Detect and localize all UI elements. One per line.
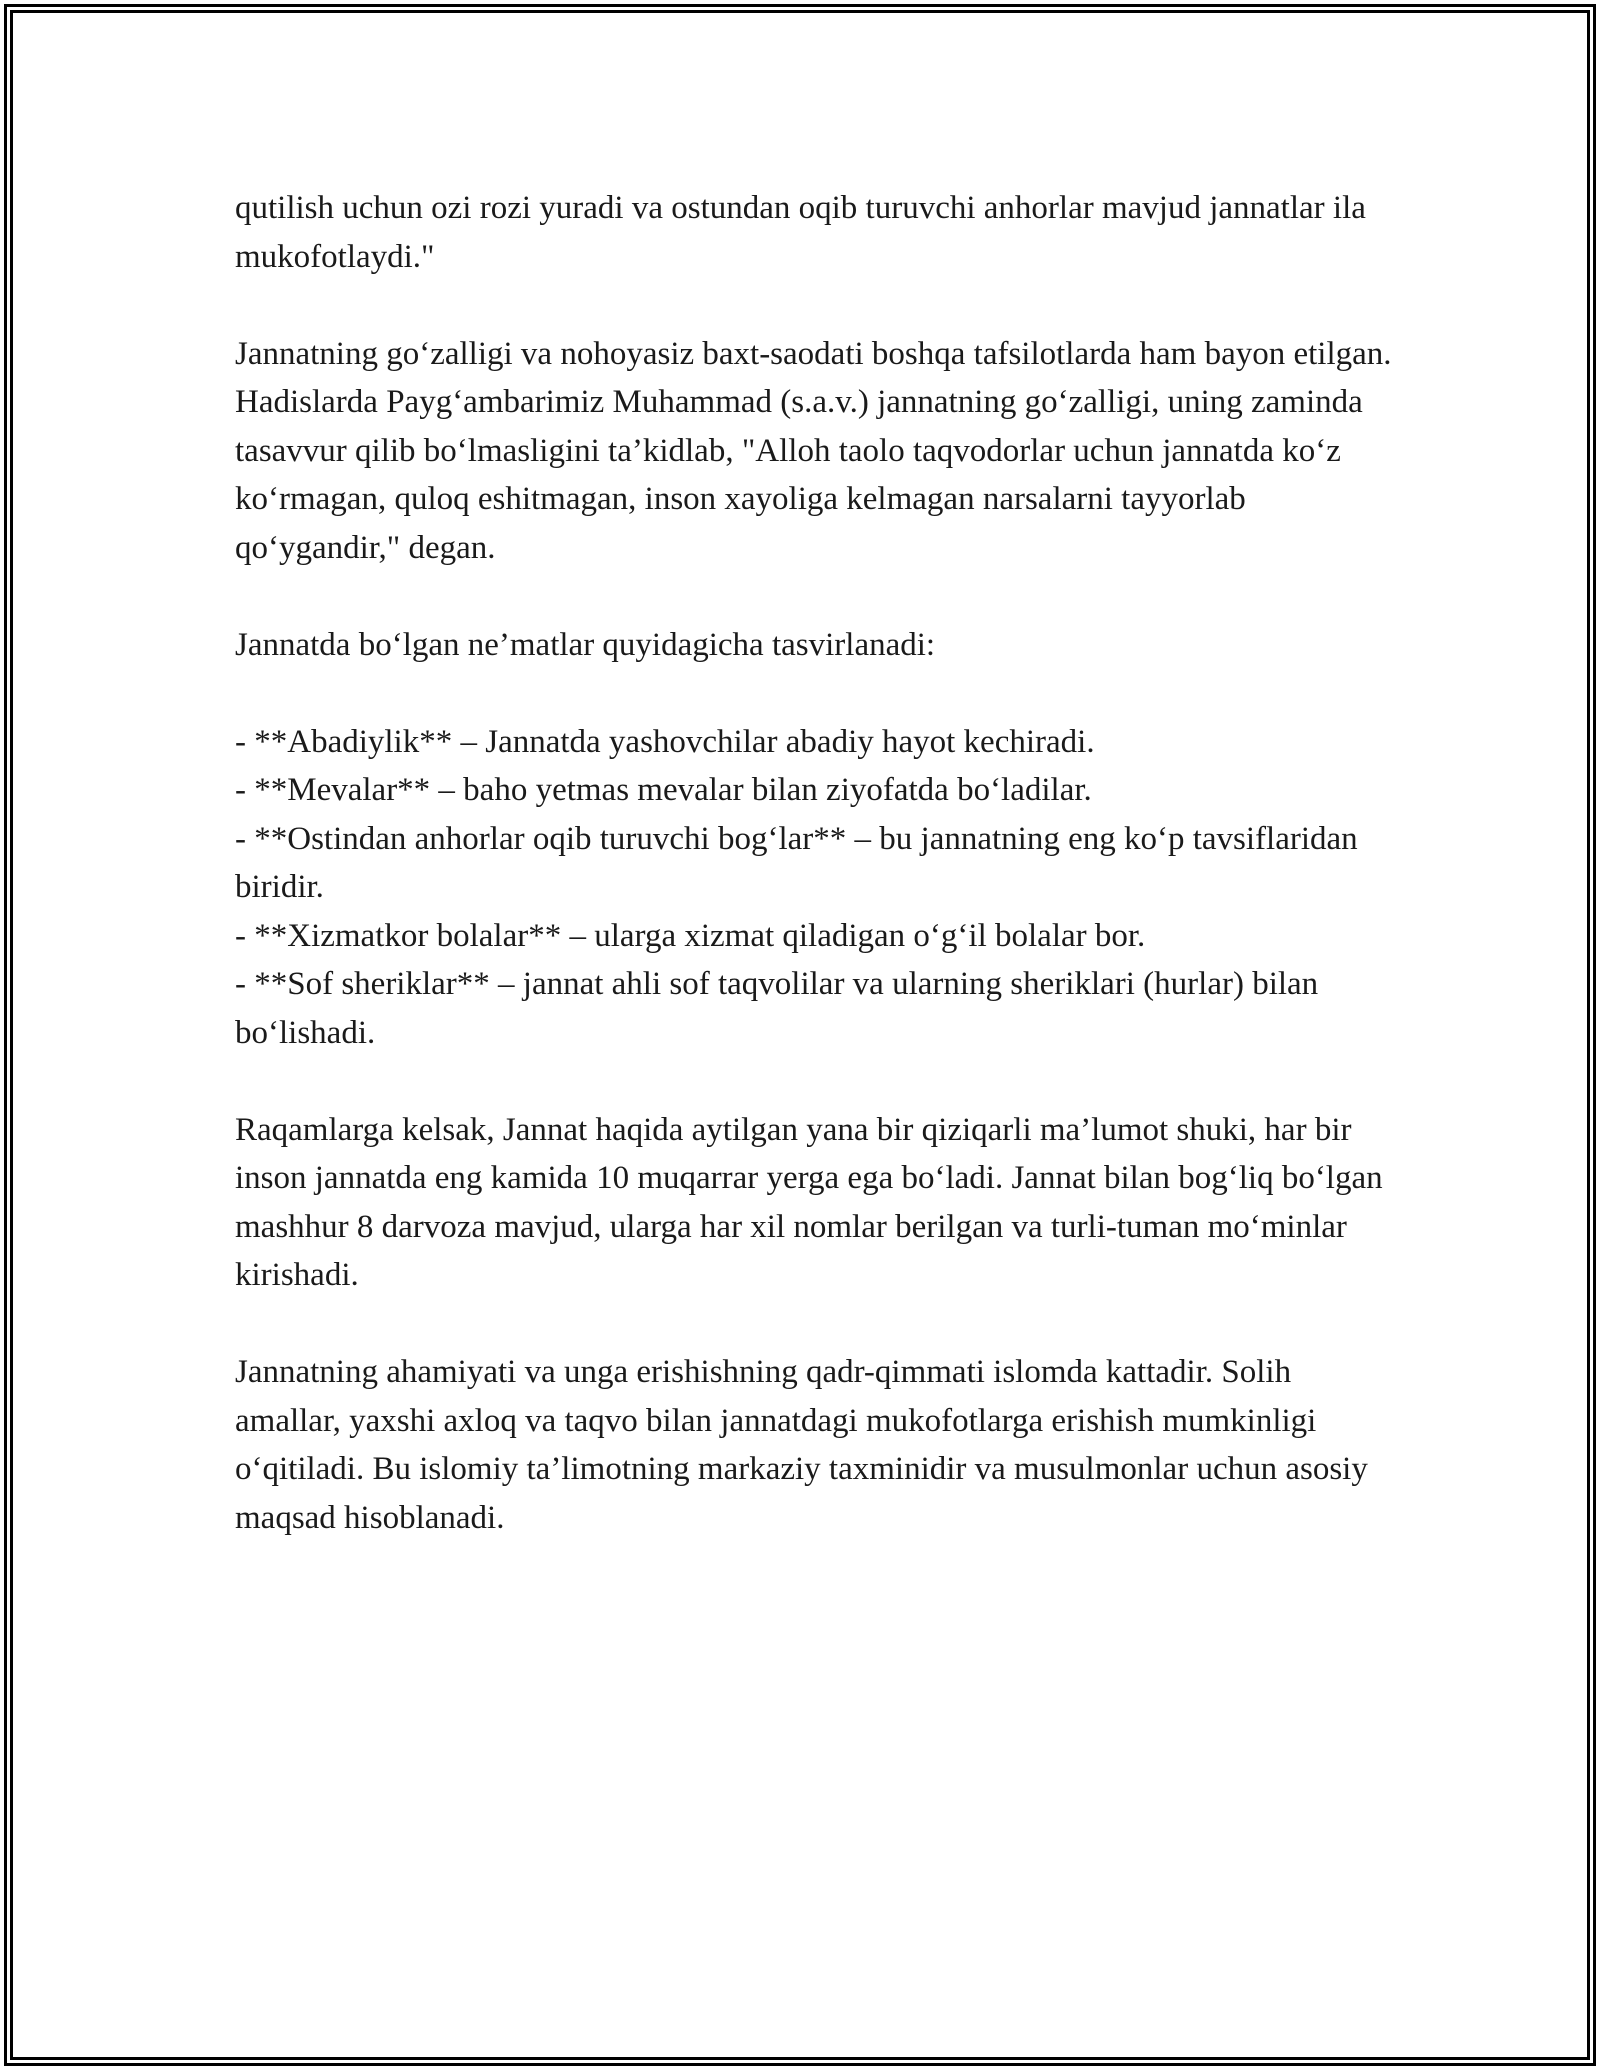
list-item: - **Xizmatkor bolalar** – ularga xizmat qiladigan o‘g‘il bolalar bor. [235, 917, 1146, 954]
list-item: - **Sof sheriklar** – jannat ahli sof taqvolilar va ularning sheriklari (hurlar) bilan bo‘lishadi. [235, 966, 1319, 1051]
paragraph-5: Jannatning ahamiyati va unga erishishning qadr-qimmati islomda kattadir. Solih amallar, yaxshi axloq va taqvo bilan jannatdagi mukofotlarga erishish mumkinligi o‘qitiladi. Bu islomiy ta’limotning markaziy taxminidir va musulmonlar uchun asosiy maqsad hisoblanadi. [235, 1354, 1368, 1536]
blessings-list [235, 718, 1405, 1058]
document-body [235, 184, 1405, 1591]
paragraph-1: qutilish uchun ozi rozi yuradi va ostundan oqib turuvchi anhorlar mavjud jannatlar ila mukofotlaydi." [235, 190, 1366, 275]
paragraph-3: Jannatda bo‘lgan ne’matlar quyidagicha tasvirlanadi: [235, 626, 936, 663]
paragraph-4: Raqamlarga kelsak, Jannat haqida aytilgan yana bir qiziqarli ma’lumot shuki, har bir inson jannatda eng kamida 10 muqarrar yerga ega bo‘ladi. Jannat bilan bog‘liq bo‘lgan mashhur 8 darvoza mavjud, ularga har xil nomlar berilgan va turli-tuman mo‘minlar kirishadi. [235, 1111, 1383, 1293]
list-item: - **Abadiylik** – Jannatda yashovchilar abadiy hayot kechiradi. [235, 723, 1095, 760]
paragraph-2: Jannatning go‘zalligi va nohoyasiz baxt-saodati boshqa tafsilotlarda ham bayon etilgan. Hadislarda Payg‘ambarimiz Muhammad (s.a.v.) jannatning go‘zalligi, uning zaminda tasavvur qilib bo‘lmasligini ta’kidlab, "Alloh taolo taqvodorlar uchun jannatda ko‘z ko‘rmagan, quloq eshitmagan, inson xayoliga kelmagan narsalarni tayyorlab qo‘ygandir," degan. [235, 335, 1392, 566]
list-item: - **Ostindan anhorlar oqib turuvchi bog‘lar** – bu jannatning eng ko‘p tavsiflaridan biridir. [235, 820, 1358, 905]
list-item: - **Mevalar** – baho yetmas mevalar bilan ziyofatda bo‘ladilar. [235, 772, 1092, 808]
